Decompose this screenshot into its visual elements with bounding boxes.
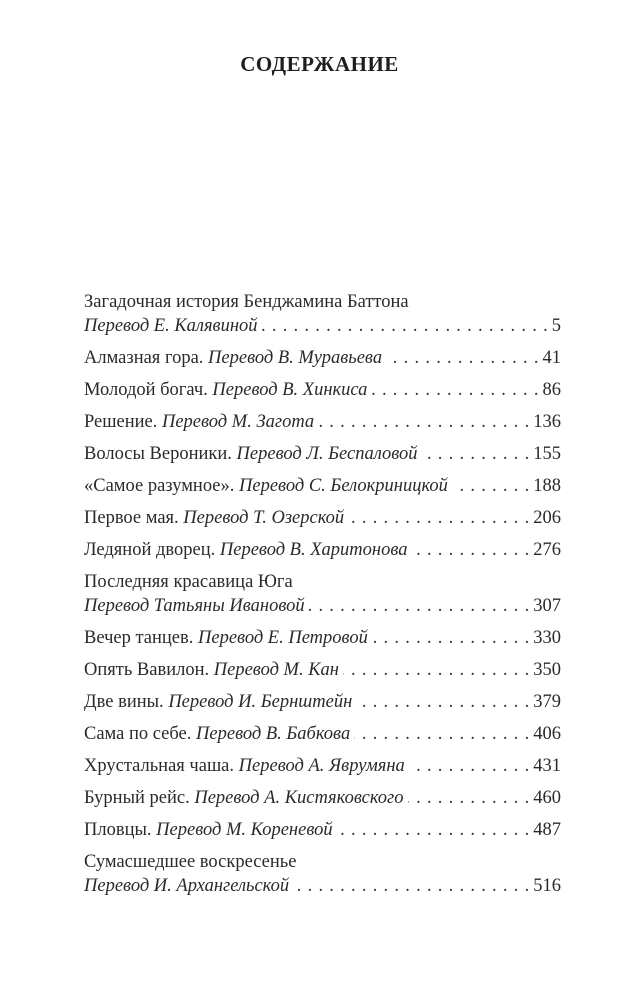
entry-page-number: 188 xyxy=(533,476,561,496)
entry-page-number: 5 xyxy=(551,316,561,336)
entry-page-number: 307 xyxy=(533,596,561,616)
entry-title-line xyxy=(84,570,561,594)
toc-entry[interactable] xyxy=(84,442,561,466)
entry-page-number: 350 xyxy=(533,660,561,680)
entry-title-line xyxy=(84,850,561,874)
entry-translator: Перевод В. Харитонова xyxy=(219,540,408,560)
entry-translator: Перевод Л. Беспаловой xyxy=(236,444,418,464)
entry-line xyxy=(84,658,561,682)
toc-entry[interactable] xyxy=(84,850,561,898)
toc-entry[interactable] xyxy=(84,722,561,746)
entry-translator: Перевод А. Яврумяна xyxy=(238,756,405,776)
entry-title: Ледяной дворец. xyxy=(84,540,216,560)
entry-translator: Перевод И. Бернштейн xyxy=(168,692,353,712)
toc-entry[interactable] xyxy=(84,506,561,530)
entry-line xyxy=(84,506,561,530)
entry-line xyxy=(84,690,561,714)
dot-leader xyxy=(343,658,529,682)
dot-leader xyxy=(262,314,548,338)
dot-leader xyxy=(354,722,529,746)
entry-page-number: 330 xyxy=(533,628,561,648)
dot-leader xyxy=(309,594,530,618)
toc-entry[interactable] xyxy=(84,378,561,402)
toc-entry[interactable] xyxy=(84,786,561,810)
entry-title: Алмазная гора. xyxy=(84,348,204,368)
toc-entry[interactable] xyxy=(84,290,561,338)
entry-page-number: 136 xyxy=(533,412,561,432)
entry-title: Вечер танцев. xyxy=(84,628,194,648)
entry-line xyxy=(84,378,561,402)
entry-title: Опять Вавилон. xyxy=(84,660,210,680)
dot-leader xyxy=(409,754,529,778)
entry-page-number: 86 xyxy=(542,380,561,400)
entry-translator: Перевод В. Бабкова xyxy=(196,724,351,744)
entry-title: Хрустальная чаша. xyxy=(84,756,235,776)
dot-leader xyxy=(386,346,538,370)
toc-entry[interactable] xyxy=(84,474,561,498)
entry-title: Две вины. xyxy=(84,692,164,712)
toc-entry[interactable] xyxy=(84,658,561,682)
entry-line xyxy=(84,474,561,498)
toc-entry[interactable] xyxy=(84,410,561,434)
toc-entry[interactable] xyxy=(84,626,561,650)
entry-page-number: 487 xyxy=(533,820,561,840)
entry-title: Решение. xyxy=(84,412,158,432)
dot-leader xyxy=(318,410,529,434)
toc-entry[interactable] xyxy=(84,690,561,714)
entry-title: Сама по себе. xyxy=(84,724,192,744)
entry-page-number: 516 xyxy=(533,876,561,896)
entry-title: Пловцы. xyxy=(84,820,152,840)
entry-translator: Перевод В. Муравьева xyxy=(208,348,383,368)
entry-line xyxy=(84,626,561,650)
entry-translator: Перевод Е. Петровой xyxy=(198,628,368,648)
entry-translator: Перевод В. Хинкиса xyxy=(212,380,368,400)
entry-line xyxy=(84,754,561,778)
toc-entry[interactable] xyxy=(84,346,561,370)
entry-line xyxy=(84,818,561,842)
entry-translator: Перевод С. Белокриницкой xyxy=(239,476,448,496)
entry-translator: Перевод М. Кан xyxy=(213,660,339,680)
entry-title-line xyxy=(84,290,561,314)
dot-leader xyxy=(411,538,529,562)
entry-translator-line xyxy=(84,874,561,898)
entry-translator: Перевод Е. Калявиной xyxy=(84,316,258,336)
entry-title: Молодой богач. xyxy=(84,380,208,400)
dot-leader xyxy=(372,626,529,650)
page-title: СОДЕРЖАНИЕ xyxy=(240,52,399,76)
dot-leader xyxy=(356,690,529,714)
entry-title: Бурный рейс. xyxy=(84,788,190,808)
entry-translator: Перевод Т. Озерской xyxy=(183,508,345,528)
dot-leader xyxy=(337,818,530,842)
entry-title: Загадочная история Бенджамина Баттона xyxy=(84,292,409,312)
entry-line xyxy=(84,442,561,466)
entry-title: Последняя красавица Юга xyxy=(84,572,293,592)
entry-translator-line xyxy=(84,594,561,618)
entry-translator: Перевод Татьяны Ивановой xyxy=(84,596,305,616)
dot-leader xyxy=(293,874,529,898)
entry-title: «Самое разумное». xyxy=(84,476,235,496)
entry-translator: Перевод М. Загота xyxy=(161,412,315,432)
entry-translator: Перевод М. Кореневой xyxy=(156,820,333,840)
entry-page-number: 41 xyxy=(542,348,561,368)
entry-title: Сумасшедшее воскресенье xyxy=(84,852,297,872)
entry-title: Первое мая. xyxy=(84,508,179,528)
entry-line xyxy=(84,538,561,562)
entry-page-number: 460 xyxy=(533,788,561,808)
entry-line xyxy=(84,410,561,434)
toc-entry[interactable] xyxy=(84,754,561,778)
dot-leader xyxy=(408,786,530,810)
dot-leader xyxy=(348,506,529,530)
dot-leader xyxy=(422,442,530,466)
toc-entry[interactable] xyxy=(84,538,561,562)
entry-line xyxy=(84,786,561,810)
entry-translator: Перевод А. Кистяковского xyxy=(194,788,404,808)
entry-page-number: 276 xyxy=(533,540,561,560)
entry-page-number: 155 xyxy=(533,444,561,464)
entry-translator: Перевод И. Архангельской xyxy=(84,876,290,896)
entry-page-number: 431 xyxy=(533,756,561,776)
dot-leader xyxy=(371,378,538,402)
toc-entry[interactable] xyxy=(84,818,561,842)
toc-entry[interactable] xyxy=(84,570,561,618)
entry-page-number: 206 xyxy=(533,508,561,528)
entry-title: Волосы Вероники. xyxy=(84,444,232,464)
table-of-contents xyxy=(84,290,561,906)
entry-line xyxy=(84,722,561,746)
entry-page-number: 379 xyxy=(533,692,561,712)
entry-page-number: 406 xyxy=(533,724,561,744)
dot-leader xyxy=(452,474,529,498)
entry-translator-line xyxy=(84,314,561,338)
entry-line xyxy=(84,346,561,370)
